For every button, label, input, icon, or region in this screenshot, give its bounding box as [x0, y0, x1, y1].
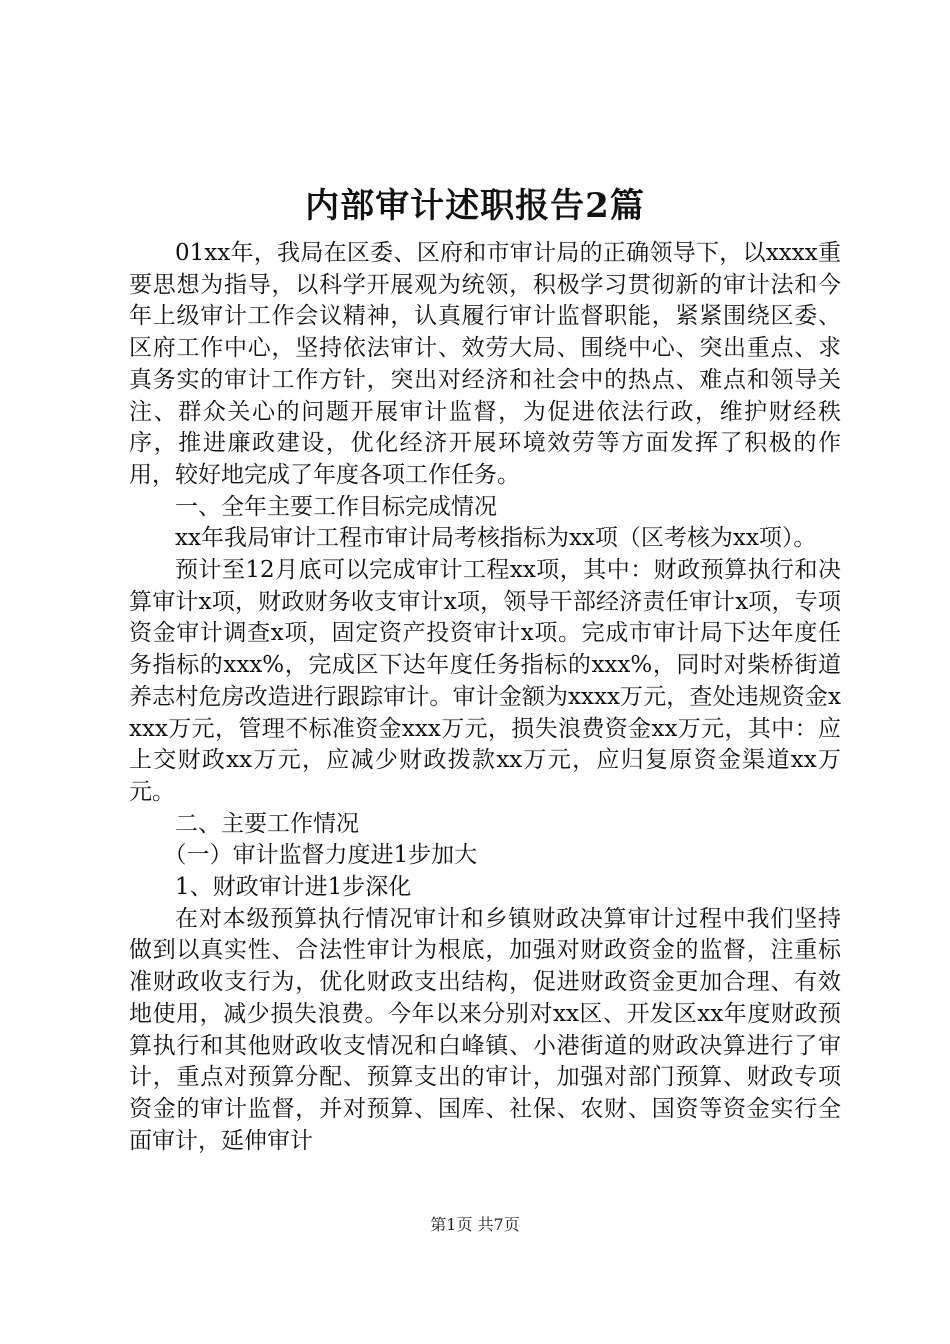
- paragraph-completion: 预计至12月底可以完成审计工程xx项，其中：财政预算执行和决算审计x项，财政财务收支审计x项，领导干部经济责任审计x项，专项资金审计调查x项，固定资产投资审计x项。完成市审计局下达年度任务指标的xxx%，完成区下达年度任务指标的xxx%，同时对柴桥街道养志村危房改造进行跟踪审计。审计金额为xxxx万元，查处违规资金xxxx万元，管理不标准资金xxx万元，损失浪费资金xx万元，其中：应上交财政xx万元，应减少财政拨款xx万元，应归复原资金渠道xx万元。: [129, 557, 841, 805]
- document-title: 内部审计述职报告2篇: [305, 186, 645, 226]
- paragraph-target: xx年我局审计工程市审计局考核指标为xx项（区考核为xx项）。: [175, 525, 817, 552]
- page-footer: 第1页 共7页: [430, 1215, 520, 1234]
- heading-item-1: 1、财政审计进1步深化: [175, 874, 412, 901]
- paragraph-intro: 01xx年，我局在区委、区府和市审计局的正确领导下，以xxxx重要思想为指导，以科学开展观为统领，积极学习贯彻新的审计法和今年上级审计工作会议精神，认真履行审计监督职能，紧紧围绕区委、区府工作中心，坚持依法审计、效劳大局、围绕中心、突出重点、求真务实的审计工作方针，突出对经济和社会中的热点、难点和领导关注、群众关心的问题开展审计监督，为促进依法行政，维护财经秩序，推进廉政建设，优化经济开展环境效劳等方面发挥了积极的作用，较好地完成了年度各项工作任务。: [129, 240, 841, 488]
- paragraph-finance-audit: 在对本级预算执行情况审计和乡镇财政决算审计过程中我们坚持做到以真实性、合法性审计为根底，加强对财政资金的监督，注重标准财政收支行为，优化财政支出结构，促进财政资金更加合理、有效地使用，减少损失浪费。今年以来分别对xx区、开发区xx年度财政预算执行和其他财政收支情况和白峰镇、小港街道的财政决算进行了审计，重点对预算分配、预算支出的审计，加强对部门预算、财政专项资金的审计监督，并对预算、国库、社保、农财、国资等资金实行全面审计，延伸审计: [129, 905, 841, 1154]
- heading-section-2: 二、主要工作情况: [175, 810, 359, 837]
- heading-subsection-1: （一）审计监督力度进1步加大: [163, 842, 478, 869]
- document-body: [129, 238, 841, 1157]
- heading-section-1: 一、全年主要工作目标完成情况: [175, 493, 497, 520]
